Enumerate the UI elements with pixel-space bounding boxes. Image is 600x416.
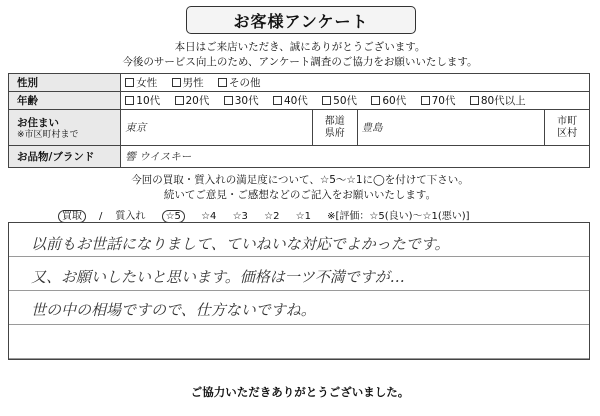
age-option-30s[interactable]: 30代	[224, 93, 259, 108]
rating-intro-line: 今回の買取・質入れの満足度について、☆5〜☆1に◯を付けて下さい。	[131, 174, 469, 186]
checkbox-icon	[125, 96, 134, 105]
gender-option-other[interactable]: その他	[218, 75, 261, 90]
checkbox-icon	[218, 78, 227, 87]
gender-options	[121, 74, 590, 92]
age-option-70s[interactable]: 70代	[421, 93, 456, 108]
prefecture-value: 東京	[125, 122, 147, 134]
checkbox-icon	[175, 96, 184, 105]
checkbox-icon	[371, 96, 380, 105]
rating-star-1[interactable]: ☆1	[295, 211, 311, 222]
age-option-60s[interactable]: 60代	[371, 93, 406, 108]
prefecture-field[interactable]	[121, 110, 313, 146]
intro-line: 今後のサービス向上のため、アンケート調査のご協力をお願いいたします。	[122, 56, 478, 68]
checkbox-icon	[273, 96, 282, 105]
age-option-20s[interactable]: 20代	[175, 93, 210, 108]
city-field[interactable]	[357, 110, 545, 146]
rating-type-separator: /	[99, 211, 103, 222]
intro-text	[0, 40, 600, 70]
rating-type-pawn[interactable]: 質入れ	[115, 211, 146, 222]
rating-star-4[interactable]: ☆4	[201, 211, 217, 222]
checkbox-icon	[470, 96, 479, 105]
age-option-80s-plus[interactable]: 80代以上	[470, 93, 526, 108]
rating-star-5[interactable]: ☆5	[162, 210, 185, 223]
city-value: 豊島	[361, 122, 383, 134]
footer-thanks: ご協力いただきありがとうございました。	[190, 385, 410, 399]
item-label: お品物/ブランド	[9, 146, 121, 168]
rating-legend: ※[評価：☆5(良い)〜☆1(悪い)]	[327, 211, 470, 222]
gender-option-male[interactable]: 男性	[172, 75, 204, 90]
age-option-50s[interactable]: 50代	[322, 93, 357, 108]
comments-box[interactable]	[8, 222, 590, 360]
checkbox-icon	[224, 96, 233, 105]
rating-type-buy[interactable]: 買取	[58, 210, 86, 223]
prefecture-suffix: 都道 県府	[312, 110, 357, 146]
rating-star-3[interactable]: ☆3	[232, 211, 248, 222]
comment-line: 又、お願いしたいと思います。価格は一ツ不満ですが…	[31, 268, 405, 286]
survey-title	[186, 6, 416, 34]
survey-form-table	[8, 73, 590, 168]
age-option-40s[interactable]: 40代	[273, 93, 308, 108]
rating-intro	[0, 173, 600, 203]
checkbox-icon	[421, 96, 430, 105]
rating-star-2[interactable]: ☆2	[264, 211, 280, 222]
checkbox-icon	[172, 78, 181, 87]
age-options	[121, 92, 590, 110]
age-label: 年齢	[9, 92, 121, 110]
rating-row	[58, 207, 483, 222]
city-suffix: 市町 区村	[545, 110, 590, 146]
comment-line: 以前もお世話になりまして、ていねいな対応でよかったです。	[31, 235, 450, 253]
checkbox-icon	[125, 78, 134, 87]
checkbox-icon	[322, 96, 331, 105]
comment-line: 世の中の相場ですので、仕方ないですね。	[31, 301, 316, 319]
title-text: お客様アンケート	[233, 11, 369, 31]
gender-option-female[interactable]: 女性	[125, 75, 157, 90]
item-field[interactable]	[121, 146, 590, 168]
address-sublabel: ※市区町村まで	[17, 129, 79, 140]
age-option-10s[interactable]: 10代	[125, 93, 160, 108]
address-label: お住まい ※市区町村まで	[9, 110, 121, 146]
intro-line: 本日はご来店いただき、誠にありがとうございます。	[174, 41, 426, 53]
gender-label: 性別	[9, 74, 121, 92]
rating-intro-line: 続いてご意見・ご感想などのご記入をお願いいたします。	[163, 189, 437, 201]
item-value: 響 ウイスキー	[125, 151, 192, 163]
